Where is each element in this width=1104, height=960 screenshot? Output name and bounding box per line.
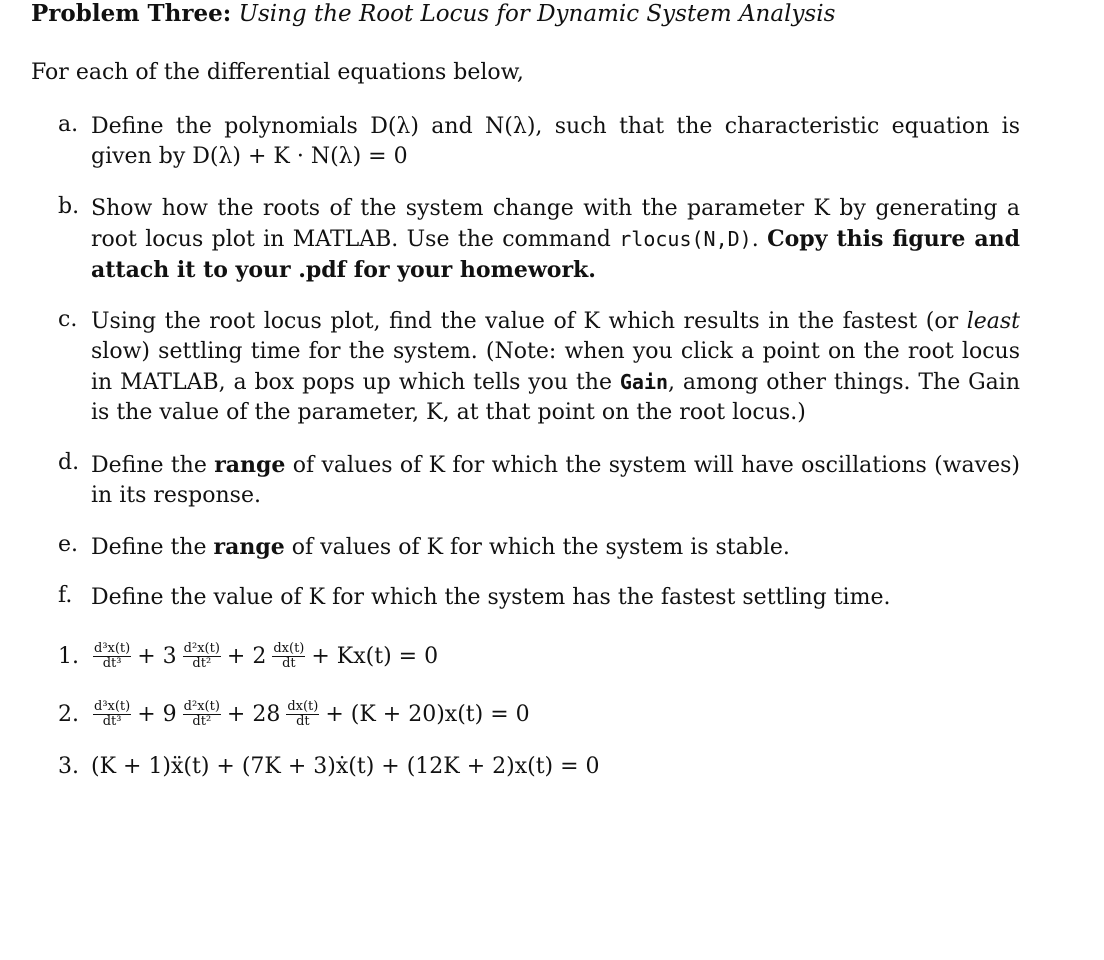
equation-3 bbox=[58, 754, 600, 779]
coefficient: + 9 bbox=[137, 702, 177, 727]
item-label: a. bbox=[58, 112, 79, 137]
item-text: Define the bbox=[91, 453, 207, 478]
fraction-denominator: dt² bbox=[192, 656, 212, 671]
equation-tail: + Kx(t) = 0 bbox=[311, 644, 439, 669]
item-text-2: of values of K for which the system will have oscillations (waves) in its response. bbox=[91, 453, 1020, 508]
second-derivative-fraction bbox=[183, 700, 221, 729]
item-text: Define the bbox=[91, 535, 207, 560]
item-label: f. bbox=[58, 583, 73, 608]
fraction-denominator: dt bbox=[296, 714, 310, 729]
list-item-a bbox=[58, 112, 1020, 172]
coefficient: + 3 bbox=[137, 644, 177, 669]
list-item-e bbox=[58, 532, 1020, 563]
fraction-numerator: d³x(t) bbox=[94, 641, 131, 656]
list-item-c bbox=[58, 307, 1020, 428]
coefficient: + 2 bbox=[226, 644, 267, 669]
equation-text: (K + 1)ẍ(t) + (7K + 3)ẋ(t) + (12K + 2)x(t) = 0 bbox=[91, 754, 600, 779]
item-text-2: slow) settling time for the system. (Note: when you click a point on the root locus in MATLAB, a box pops up which tells you the bbox=[91, 339, 1020, 395]
item-label: b. bbox=[58, 194, 80, 219]
list-item-b bbox=[58, 194, 1020, 286]
item-emphasis: range bbox=[214, 452, 286, 478]
fraction-numerator: d³x(t) bbox=[94, 699, 131, 714]
equation-label: 3. bbox=[58, 754, 79, 779]
equation-label: 1. bbox=[58, 644, 79, 669]
item-emphasis: range bbox=[213, 534, 285, 560]
fraction-denominator: dt³ bbox=[102, 714, 122, 729]
item-text-punct: . bbox=[751, 227, 759, 252]
fraction-denominator: dt bbox=[282, 656, 296, 671]
fraction-numerator: d²x(t) bbox=[183, 699, 220, 714]
item-text-3: , among other things. The Gain is the value of the parameter, K, at that point on the root locus.) bbox=[91, 370, 1020, 425]
problem-heading bbox=[31, 0, 835, 27]
third-derivative-fraction bbox=[93, 642, 131, 671]
third-derivative-fraction bbox=[93, 700, 131, 729]
first-derivative-fraction bbox=[286, 700, 319, 729]
equation-label: 2. bbox=[58, 702, 79, 727]
problem-label: Problem Three: bbox=[31, 0, 232, 27]
item-text: Define the value of K for which the system has the fastest settling time. bbox=[91, 585, 891, 610]
item-italic: least bbox=[966, 309, 1020, 334]
fraction-denominator: dt³ bbox=[102, 656, 122, 671]
coefficient: + 28 bbox=[226, 702, 281, 727]
item-label: c. bbox=[58, 307, 78, 332]
code-snippet: Gain bbox=[619, 370, 669, 394]
problem-subtitle: Using the Root Locus for Dynamic System Analysis bbox=[238, 1, 836, 27]
item-emphasis: Copy this figure and attach it to your .pdf for your homework. bbox=[91, 226, 1020, 283]
fraction-denominator: dt² bbox=[192, 714, 212, 729]
second-derivative-fraction bbox=[183, 642, 221, 671]
item-text-2: of values of K for which the system is stable. bbox=[291, 535, 790, 560]
intro-text: For each of the differential equations below, bbox=[31, 60, 524, 85]
equation-tail: + (K + 20)x(t) = 0 bbox=[325, 702, 530, 727]
first-derivative-fraction bbox=[272, 642, 305, 671]
item-label: e. bbox=[58, 532, 79, 557]
code-snippet: rlocus(N,D) bbox=[619, 227, 752, 251]
equation-2 bbox=[58, 700, 534, 729]
item-label: d. bbox=[58, 450, 80, 475]
item-text: Define the polynomials D(λ) and N(λ), such that the characteristic equation is given by D(λ) + K · N(λ) = 0 bbox=[91, 114, 1020, 169]
list-item-f bbox=[58, 583, 1020, 613]
fraction-numerator: dx(t) bbox=[273, 641, 305, 656]
fraction-numerator: dx(t) bbox=[287, 699, 319, 714]
item-text: Show how the roots of the system change with the parameter K by generating a root locus plot in MATLAB. Use the command bbox=[91, 196, 1020, 252]
list-item-d bbox=[58, 450, 1020, 511]
equation-1 bbox=[58, 642, 442, 671]
fraction-numerator: d²x(t) bbox=[183, 641, 220, 656]
item-text: Using the root locus plot, find the value of K which results in the fastest (or bbox=[91, 309, 959, 334]
